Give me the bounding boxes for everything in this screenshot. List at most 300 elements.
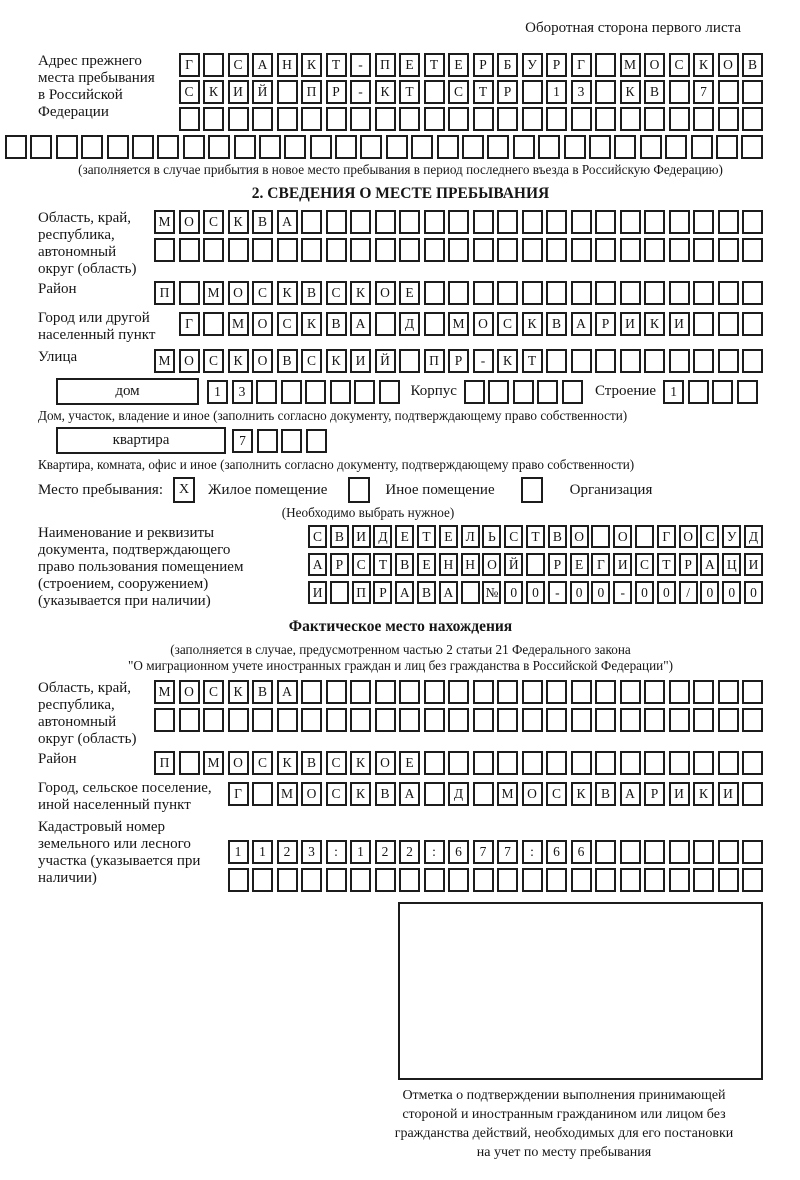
region-block	[38, 210, 763, 278]
char-cell: Т	[473, 80, 494, 104]
char-cell	[595, 107, 616, 131]
char-cell	[399, 210, 420, 234]
char-cell	[620, 281, 641, 305]
house-row	[56, 378, 763, 405]
stay-checkbox-residential: X	[173, 477, 195, 503]
char-cell: Д	[448, 782, 469, 806]
stay-option-residential-label: Жилое помещение	[208, 481, 328, 498]
char-cell	[326, 680, 347, 704]
char-cell	[742, 238, 763, 262]
apartment-note: Квартира, комната, офис и иное (заполнить согласно документу, подтверждающему право собственности)	[38, 457, 635, 472]
char-cell: :	[326, 840, 347, 864]
ownership-document-row-1	[308, 525, 763, 548]
char-cell: В	[395, 553, 414, 576]
char-cell: Й	[252, 80, 273, 104]
char-cell	[522, 80, 543, 104]
char-cell	[301, 708, 322, 732]
char-cell: 1	[252, 840, 273, 864]
char-cell	[350, 210, 371, 234]
char-cell: О	[473, 312, 494, 336]
char-cell	[620, 840, 641, 864]
char-cell	[252, 107, 273, 131]
stay-option-other-premises-label: Иное помещение	[385, 481, 495, 498]
char-cell	[741, 135, 763, 159]
char-cell: М	[203, 751, 224, 775]
char-cell: И	[669, 782, 690, 806]
char-cell	[497, 238, 518, 262]
char-cell: К	[350, 751, 371, 775]
char-cell	[620, 107, 641, 131]
char-cell: Р	[595, 312, 616, 336]
char-cell: К	[497, 349, 518, 373]
char-cell: О	[679, 525, 698, 548]
char-cell: Л	[461, 525, 480, 548]
char-cell: К	[277, 751, 298, 775]
prev-address-row-2	[179, 80, 764, 104]
char-cell: С	[352, 553, 371, 576]
actual-region-row-2	[154, 708, 763, 732]
char-cell	[487, 135, 509, 159]
char-cell	[497, 107, 518, 131]
char-cell: 0	[526, 581, 545, 604]
char-cell: К	[522, 312, 543, 336]
char-cell	[277, 868, 298, 892]
char-cell: 3	[571, 80, 592, 104]
char-cell: 1	[207, 380, 228, 404]
char-cell	[473, 751, 494, 775]
char-cell: Р	[330, 553, 349, 576]
char-cell: /	[679, 581, 698, 604]
char-cell	[488, 380, 509, 404]
char-cell: И	[350, 349, 371, 373]
char-cell	[464, 380, 485, 404]
char-cell	[522, 281, 543, 305]
char-cell: М	[203, 281, 224, 305]
char-cell	[644, 840, 665, 864]
char-cell	[564, 135, 586, 159]
char-cell	[742, 708, 763, 732]
char-cell: 0	[700, 581, 719, 604]
char-cell: И	[308, 581, 327, 604]
char-cell	[718, 840, 739, 864]
char-cell: О	[375, 751, 396, 775]
char-cell	[546, 751, 567, 775]
char-cell	[693, 751, 714, 775]
char-cell	[718, 680, 739, 704]
char-cell: Г	[179, 53, 200, 77]
city-label: Город или другой населенный пункт	[38, 310, 156, 343]
ownership-document-label: Наименование и реквизиты документа, подтверждающего право пользования помещением (строением, сооружением) (указывается при наличии)	[38, 525, 244, 609]
char-cell	[591, 525, 610, 548]
char-cell	[399, 238, 420, 262]
char-cell	[546, 868, 567, 892]
char-cell	[716, 135, 738, 159]
char-cell	[257, 429, 278, 453]
char-cell	[330, 380, 351, 404]
char-cell: Т	[424, 53, 445, 77]
char-cell	[448, 210, 469, 234]
char-cell	[571, 238, 592, 262]
char-cell	[399, 868, 420, 892]
apartment-cells	[232, 429, 327, 453]
char-cell	[718, 80, 739, 104]
char-cell	[693, 281, 714, 305]
char-cell	[620, 349, 641, 373]
char-cell: О	[482, 553, 501, 576]
actual-location-note-line1: (заполняется в случае, предусмотренном частью 2 статьи 21 Федерального закона	[170, 642, 631, 657]
char-cell: В	[301, 751, 322, 775]
stay-note: (Необходимо выбрать нужное)	[281, 505, 455, 520]
char-cell	[179, 107, 200, 131]
char-cell: А	[620, 782, 641, 806]
char-cell	[595, 281, 616, 305]
char-cell	[277, 708, 298, 732]
char-cell	[522, 868, 543, 892]
char-cell: Б	[497, 53, 518, 77]
char-cell: О	[375, 281, 396, 305]
char-cell	[669, 210, 690, 234]
house-number-cells	[207, 380, 400, 404]
char-cell	[644, 281, 665, 305]
char-cell	[424, 312, 445, 336]
char-cell: С	[203, 680, 224, 704]
char-cell: Т	[417, 525, 436, 548]
char-cell	[546, 281, 567, 305]
char-cell	[448, 107, 469, 131]
char-cell	[691, 135, 713, 159]
char-cell: С	[277, 312, 298, 336]
char-cell	[306, 429, 327, 453]
actual-region-label: Область, край, республика, автономный округ (область)	[38, 680, 137, 747]
char-cell: О	[179, 680, 200, 704]
char-cell	[571, 281, 592, 305]
char-cell	[326, 238, 347, 262]
char-cell	[252, 868, 273, 892]
prev-address-extra-row	[5, 135, 763, 159]
char-cell	[448, 238, 469, 262]
char-cell: К	[228, 680, 249, 704]
char-cell	[183, 135, 205, 159]
char-cell	[399, 349, 420, 373]
char-cell: Е	[439, 525, 458, 548]
char-cell: -	[350, 80, 371, 104]
char-cell	[208, 135, 230, 159]
stamp-box	[398, 902, 763, 1080]
char-cell: Е	[395, 525, 414, 548]
char-cell	[595, 349, 616, 373]
char-cell	[386, 135, 408, 159]
char-cell: С	[635, 553, 654, 576]
char-cell: О	[613, 525, 632, 548]
char-cell: К	[277, 281, 298, 305]
char-cell	[669, 680, 690, 704]
apartment-row	[56, 427, 763, 454]
char-cell	[640, 135, 662, 159]
region-row-1	[154, 210, 763, 234]
char-cell: А	[399, 782, 420, 806]
cadastral-row-1	[228, 840, 764, 864]
char-cell: Й	[375, 349, 396, 373]
char-cell	[595, 708, 616, 732]
char-cell: П	[154, 281, 175, 305]
char-cell: С	[203, 210, 224, 234]
char-cell	[375, 210, 396, 234]
prev-address-block	[38, 53, 763, 134]
char-cell	[354, 380, 375, 404]
char-cell: С	[203, 349, 224, 373]
char-cell	[56, 135, 78, 159]
char-cell	[203, 107, 224, 131]
char-cell	[228, 238, 249, 262]
char-cell: А	[277, 210, 298, 234]
ownership-document-row-2	[308, 553, 763, 576]
char-cell	[424, 751, 445, 775]
char-cell: М	[448, 312, 469, 336]
char-cell	[360, 135, 382, 159]
char-cell	[718, 868, 739, 892]
char-cell	[326, 708, 347, 732]
stay-option-organization-label: Организация	[569, 481, 653, 498]
char-cell: В	[548, 525, 567, 548]
char-cell	[284, 135, 306, 159]
char-cell: К	[350, 782, 371, 806]
char-cell	[571, 107, 592, 131]
char-cell	[281, 380, 302, 404]
char-cell	[350, 868, 371, 892]
char-cell	[571, 751, 592, 775]
char-cell	[350, 708, 371, 732]
char-cell	[693, 840, 714, 864]
char-cell: 1	[663, 380, 684, 404]
char-cell: С	[301, 349, 322, 373]
char-cell	[301, 107, 322, 131]
char-cell: Ц	[722, 553, 741, 576]
stamp-caption-line-4: на учет по месту пребывания	[476, 1145, 652, 1160]
char-cell: Т	[657, 553, 676, 576]
char-cell	[179, 281, 200, 305]
char-cell	[712, 380, 733, 404]
char-cell: 1	[228, 840, 249, 864]
actual-region-row-1	[154, 680, 763, 704]
stay-type-row	[38, 477, 763, 503]
char-cell	[203, 53, 224, 77]
char-cell	[107, 135, 129, 159]
char-cell: П	[424, 349, 445, 373]
char-cell: 0	[635, 581, 654, 604]
char-cell	[669, 281, 690, 305]
char-cell	[644, 349, 665, 373]
char-cell: А	[277, 680, 298, 704]
char-cell: С	[308, 525, 327, 548]
street-cells	[154, 349, 763, 373]
char-cell: В	[326, 312, 347, 336]
char-cell	[693, 680, 714, 704]
char-cell	[424, 680, 445, 704]
char-cell: К	[693, 53, 714, 77]
char-cell: И	[613, 553, 632, 576]
char-cell	[301, 680, 322, 704]
char-cell	[179, 751, 200, 775]
char-cell	[375, 868, 396, 892]
char-cell: №	[482, 581, 501, 604]
char-cell	[473, 107, 494, 131]
char-cell	[669, 751, 690, 775]
char-cell: С	[700, 525, 719, 548]
char-cell: К	[571, 782, 592, 806]
actual-city-label: Город, сельское поселение, иной населенный пункт	[38, 780, 212, 813]
actual-district-label: Район	[38, 751, 77, 767]
char-cell	[330, 581, 349, 604]
char-cell	[497, 868, 518, 892]
char-cell: К	[375, 80, 396, 104]
ownership-document-grid	[308, 525, 763, 609]
char-cell	[157, 135, 179, 159]
char-cell: В	[375, 782, 396, 806]
char-cell	[620, 210, 641, 234]
char-cell: М	[228, 312, 249, 336]
char-cell	[526, 553, 545, 576]
cadastral-row-2	[228, 868, 764, 892]
actual-location-note-line2: "О миграционном учете иностранных граждан и лиц без гражданства в Российской Федерации")	[128, 658, 673, 673]
char-cell	[179, 238, 200, 262]
char-cell	[669, 349, 690, 373]
char-cell	[350, 107, 371, 131]
page-side-note: Оборотная сторона первого листа	[525, 20, 741, 36]
char-cell: В	[252, 680, 273, 704]
region-grid	[154, 210, 763, 266]
ownership-document-row-3	[308, 581, 763, 604]
char-cell: А	[571, 312, 592, 336]
char-cell: Д	[373, 525, 392, 548]
char-cell	[252, 782, 273, 806]
char-cell: О	[179, 210, 200, 234]
char-cell: Р	[644, 782, 665, 806]
char-cell	[537, 380, 558, 404]
char-cell: Н	[439, 553, 458, 576]
char-cell	[595, 840, 616, 864]
char-cell	[497, 708, 518, 732]
char-cell	[326, 107, 347, 131]
char-cell	[546, 210, 567, 234]
prev-address-grid	[179, 53, 764, 134]
char-cell	[448, 708, 469, 732]
stamp-caption-line-1: Отметка о подтверждении выполнения принимающей	[402, 1088, 726, 1103]
char-cell	[669, 107, 690, 131]
char-cell	[411, 135, 433, 159]
char-cell	[424, 80, 445, 104]
char-cell: О	[718, 53, 739, 77]
char-cell	[473, 238, 494, 262]
char-cell	[132, 135, 154, 159]
char-cell: А	[439, 581, 458, 604]
char-cell: -	[473, 349, 494, 373]
char-cell	[620, 751, 641, 775]
city-block	[38, 310, 763, 344]
char-cell	[228, 708, 249, 732]
char-cell: 0	[722, 581, 741, 604]
char-cell	[737, 380, 758, 404]
char-cell: П	[301, 80, 322, 104]
char-cell: П	[154, 751, 175, 775]
char-cell	[154, 708, 175, 732]
char-cell: М	[620, 53, 641, 77]
char-cell: 0	[744, 581, 763, 604]
char-cell: В	[252, 210, 273, 234]
char-cell: Р	[326, 80, 347, 104]
actual-region-grid	[154, 680, 763, 736]
char-cell	[669, 868, 690, 892]
char-cell	[473, 210, 494, 234]
char-cell: :	[424, 840, 445, 864]
char-cell: И	[620, 312, 641, 336]
char-cell: Г	[657, 525, 676, 548]
char-cell	[228, 107, 249, 131]
char-cell	[375, 312, 396, 336]
char-cell: К	[693, 782, 714, 806]
char-cell: О	[252, 349, 273, 373]
char-cell: М	[277, 782, 298, 806]
city-cells	[179, 312, 764, 336]
char-cell: А	[700, 553, 719, 576]
char-cell	[718, 281, 739, 305]
char-cell	[595, 751, 616, 775]
char-cell: С	[497, 312, 518, 336]
char-cell	[718, 751, 739, 775]
char-cell	[301, 238, 322, 262]
char-cell	[424, 238, 445, 262]
char-cell: Г	[179, 312, 200, 336]
char-cell	[522, 210, 543, 234]
cadastral-block	[38, 819, 763, 896]
prev-address-label: Адрес прежнего места пребывания в Российской Федерации	[38, 53, 155, 120]
char-cell: Т	[373, 553, 392, 576]
char-cell	[277, 107, 298, 131]
char-cell: В	[595, 782, 616, 806]
char-cell	[669, 80, 690, 104]
char-cell	[424, 107, 445, 131]
char-cell	[546, 708, 567, 732]
char-cell: К	[203, 80, 224, 104]
char-cell	[424, 782, 445, 806]
region-label: Область, край, республика, автономный округ (область)	[38, 210, 137, 277]
char-cell	[595, 238, 616, 262]
char-cell: Р	[548, 553, 567, 576]
char-cell: Р	[373, 581, 392, 604]
char-cell	[644, 210, 665, 234]
char-cell	[718, 349, 739, 373]
prev-address-row-3	[179, 107, 764, 131]
char-cell	[742, 868, 763, 892]
char-cell: 3	[232, 380, 253, 404]
char-cell: Р	[497, 80, 518, 104]
char-cell	[310, 135, 332, 159]
char-cell: В	[330, 525, 349, 548]
stroenie-cells	[663, 380, 758, 404]
char-cell	[522, 751, 543, 775]
region-row-2	[154, 238, 763, 262]
char-cell: П	[352, 581, 371, 604]
char-cell	[693, 312, 714, 336]
char-cell: Т	[326, 53, 347, 77]
char-cell	[595, 53, 616, 77]
char-cell	[644, 680, 665, 704]
char-cell	[571, 680, 592, 704]
char-cell	[669, 238, 690, 262]
stroenie-label: Строение	[594, 383, 657, 399]
char-cell: К	[301, 312, 322, 336]
char-cell: О	[179, 349, 200, 373]
char-cell: В	[277, 349, 298, 373]
